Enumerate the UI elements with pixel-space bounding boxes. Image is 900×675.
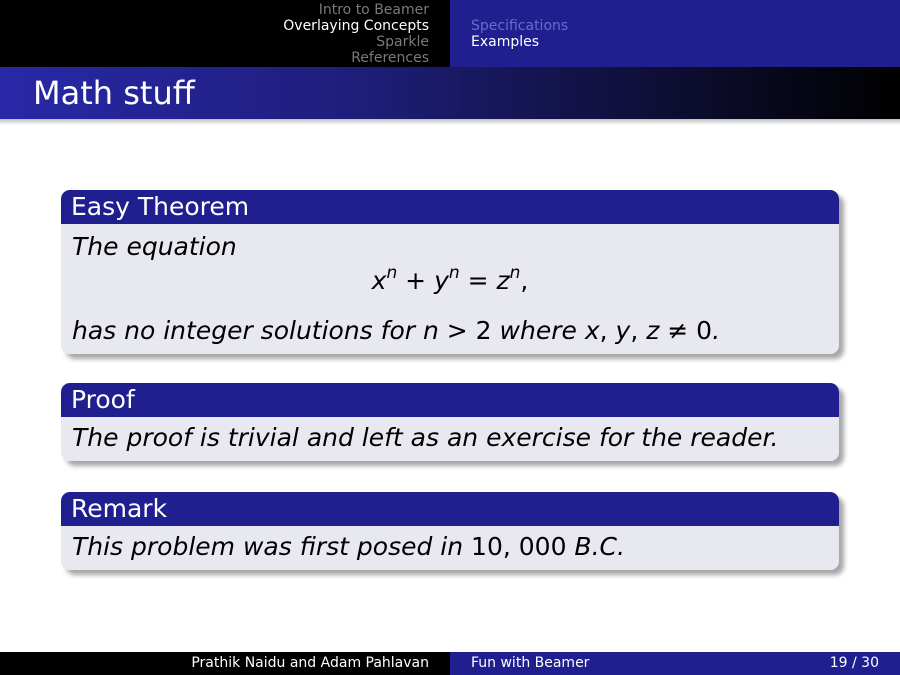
theorem-condition: has no integer solutions for n > 2 where x, y, z ≠ 0.	[72, 316, 721, 345]
nav-subsection-specifications[interactable]: Specifications	[471, 18, 569, 34]
header-navigation	[0, 0, 900, 67]
frame-title: Math stuff	[33, 74, 195, 112]
nav-section-intro[interactable]: Intro to Beamer	[318, 2, 429, 18]
subsection-navigation	[450, 0, 900, 67]
nav-section-references[interactable]: References	[351, 50, 429, 66]
theorem-block	[61, 190, 839, 354]
section-navigation	[0, 0, 450, 67]
proof-body	[61, 417, 839, 461]
nav-subsection-examples[interactable]: Examples	[471, 34, 540, 50]
title-shadow	[0, 119, 900, 125]
remark-title: Remark	[61, 492, 839, 526]
proof-title: Proof	[61, 383, 839, 417]
footer-title-box	[450, 652, 900, 675]
theorem-intro: The equation	[72, 232, 237, 261]
proof-block	[61, 383, 839, 461]
footer-authors: Prathik Naidu and Adam Pahlavan	[191, 655, 429, 671]
footer-page-number: 19 / 30	[829, 655, 879, 671]
remark-body	[61, 526, 839, 570]
footer	[0, 652, 900, 675]
theorem-equation: $x^n + y^n = z^n$,	[371, 263, 529, 295]
remark-block	[61, 492, 839, 570]
footer-author-box	[0, 652, 450, 675]
remark-text: This problem was first posed in 10, 000 B.C.	[72, 532, 625, 561]
theorem-title: Easy Theorem	[61, 190, 839, 224]
nav-section-sparkle[interactable]: Sparkle	[376, 34, 429, 50]
theorem-body	[61, 224, 839, 354]
frame-title-bar	[0, 67, 900, 119]
proof-text: The proof is trivial and left as an exercise for the reader.	[72, 423, 779, 452]
nav-section-overlaying[interactable]: Overlaying Concepts	[283, 18, 429, 34]
footer-short-title: Fun with Beamer	[471, 655, 590, 671]
